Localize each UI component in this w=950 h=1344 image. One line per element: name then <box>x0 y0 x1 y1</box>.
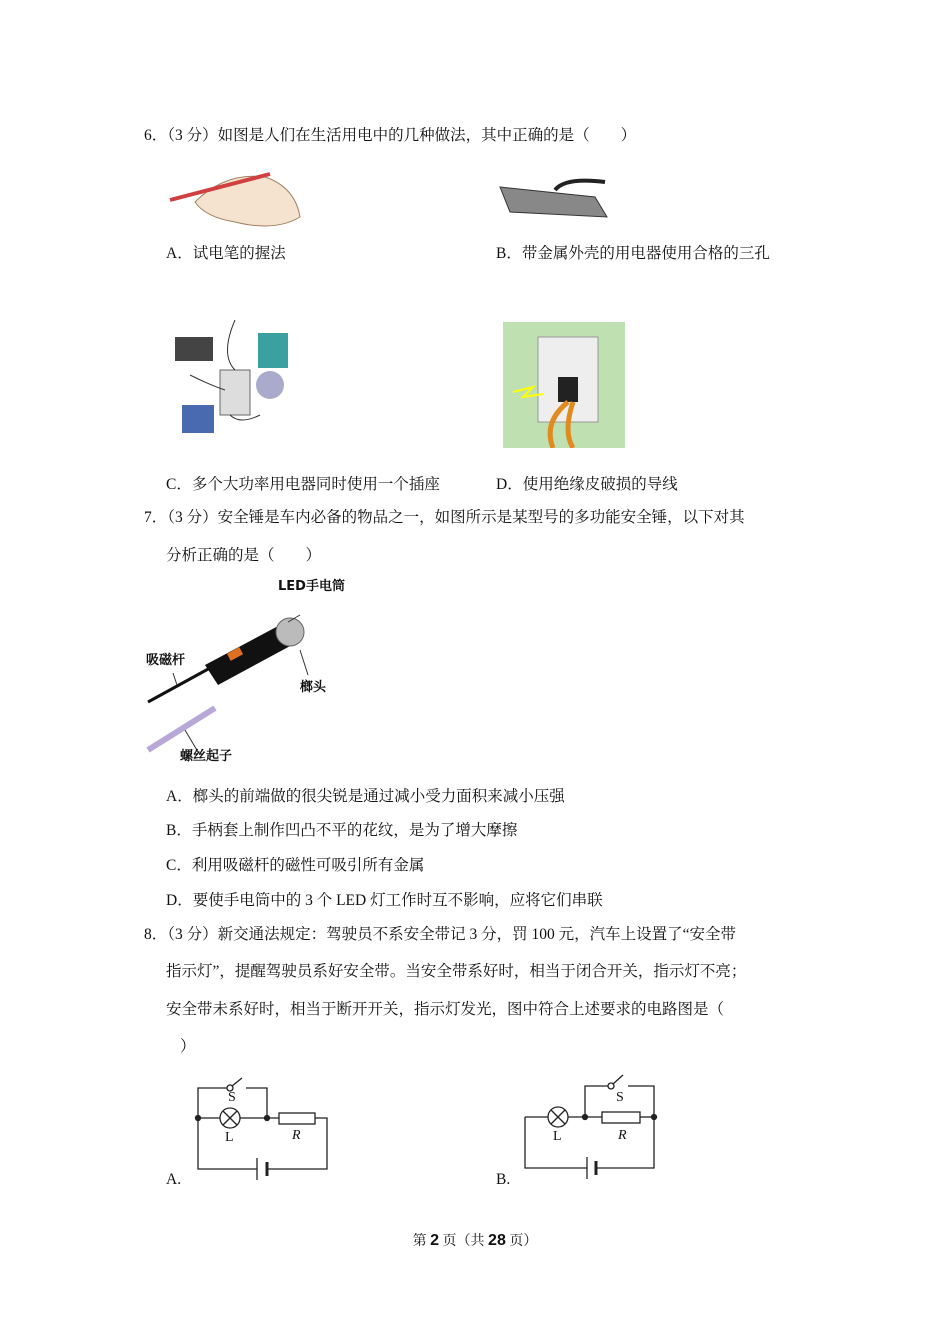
footer-suffix: 页） <box>505 1234 538 1249</box>
label-hammer-head: 榔头 <box>300 680 327 695</box>
q6-option-a: A．试电笔的握法 <box>166 245 286 262</box>
footer-prefix: 第 <box>412 1234 431 1249</box>
circuit-b-label-l: L <box>553 1129 562 1144</box>
circuit-a-label-r: R <box>292 1128 301 1143</box>
label-screwdriver: 螺丝起子 <box>180 749 233 764</box>
circuit-a-label-l: L <box>225 1130 234 1145</box>
damaged-wire-image <box>503 322 625 448</box>
circuit-a-label-s: S <box>228 1090 236 1105</box>
overloaded-socket-image <box>170 315 305 445</box>
label-magnet-rod: 吸磁杆 <box>146 653 186 668</box>
q7-option-a: A．榔头的前端做的很尖锐是通过减小受力面积来减小压强 <box>166 788 565 805</box>
q6-option-c: C．多个大功率用电器同时使用一个插座 <box>166 476 440 493</box>
q8-stem-line1: 8．（3 分）新交通法规定：驾驶员不系安全带记 3 分，罚 100 元，汽车上设置了“安全带 <box>144 926 737 943</box>
total-pages: 28 <box>488 1232 506 1249</box>
circuit-b-label-r: R <box>618 1128 627 1143</box>
test-pen-grip-image <box>165 162 305 234</box>
q7-stem-line1: 7．（3 分）安全锤是车内必备的物品之一，如图所示是某型号的多功能安全锤，以下对其 <box>144 509 745 526</box>
q7-option-c: C．利用吸磁杆的磁性可吸引所有金属 <box>166 857 425 874</box>
safety-hammer-image <box>140 590 360 760</box>
q8-stem-line4: ） <box>180 1038 196 1055</box>
q7-option-d: D．要使手电筒中的 3 个 LED 灯工作时互不影响，应将它们串联 <box>166 892 603 909</box>
q6-option-b: B．带金属外壳的用电器使用合格的三孔 <box>496 245 770 262</box>
q7-stem-line2: 分析正确的是（ ） <box>166 547 322 564</box>
label-led-flashlight: LED手电筒 <box>278 579 345 594</box>
page-footer <box>0 1230 950 1250</box>
page-number: 2 <box>430 1232 440 1249</box>
three-hole-socket-image <box>495 172 610 230</box>
q8-option-a: A. <box>166 1171 182 1188</box>
circuit-a <box>190 1070 335 1185</box>
q7-option-b: B．手柄套上制作凹凸不平的花纹，是为了增大摩擦 <box>166 822 518 839</box>
q6-option-d: D．使用绝缘皮破损的导线 <box>496 476 678 493</box>
q6-stem: 6．（3 分）如图是人们在生活用电中的几种做法，其中正确的是（ ） <box>144 127 637 144</box>
circuit-b-label-s: S <box>616 1090 624 1105</box>
q8-stem-line3: 安全带未系好时，相当于断开开关，指示灯发光，图中符合上述要求的电路图是（ <box>166 1001 725 1018</box>
q8-option-b: B. <box>496 1171 511 1188</box>
footer-middle: 页（共 <box>439 1234 489 1249</box>
q8-stem-line2: 指示灯”，提醒驾驶员系好安全带。当安全带系好时，相当于闭合开关，指示灯不亮； <box>166 963 747 980</box>
circuit-b <box>520 1065 665 1185</box>
